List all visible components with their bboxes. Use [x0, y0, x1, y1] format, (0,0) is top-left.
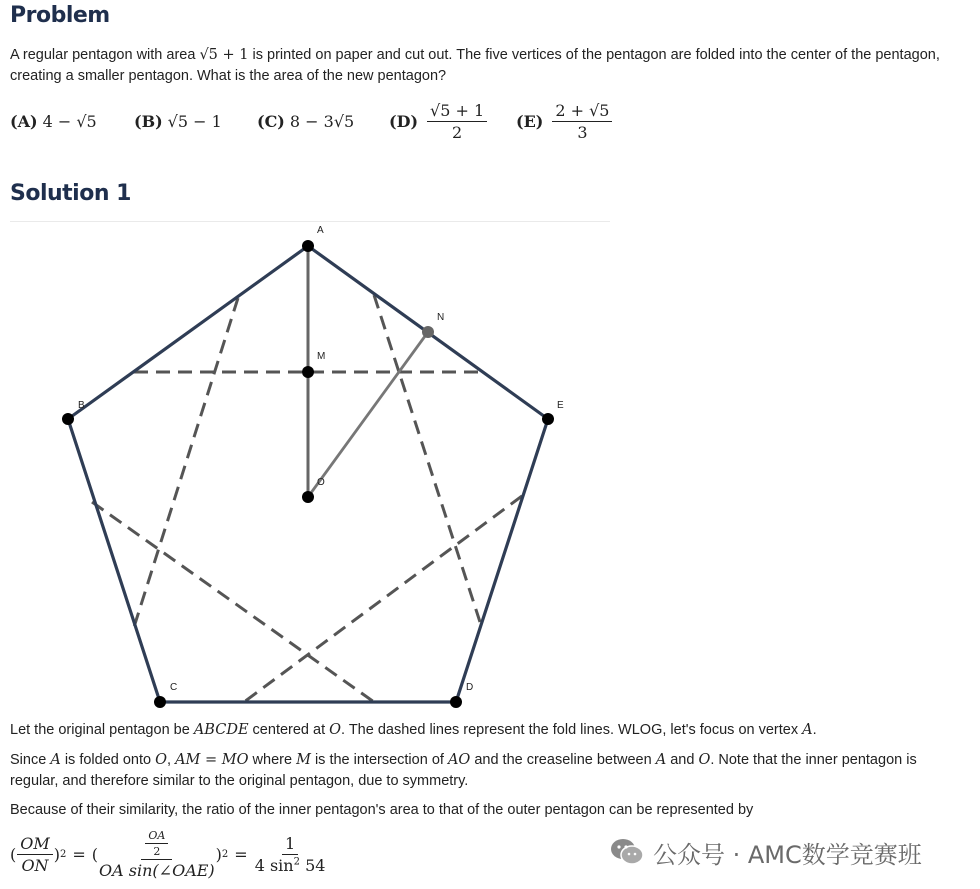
pentagon-diagram [0, 222, 620, 717]
formula-exp-2: 2 [221, 848, 229, 860]
choice-c [257, 96, 354, 146]
choice-d-denominator: 2 [451, 122, 463, 142]
choice-d-fraction [427, 101, 487, 142]
formula-om: OM [17, 834, 53, 855]
formula-eq-1: = [72, 844, 86, 864]
p1-text-c: . The dashed lines represent the fold lines. WLOG, let's focus on vertex [341, 722, 803, 738]
point-m [302, 366, 314, 378]
choice-d [389, 96, 487, 146]
answer-choices [10, 96, 710, 146]
label-b: B [78, 400, 85, 411]
area-expression: √5 + 1 [199, 47, 249, 63]
formula-on: ON [21, 855, 49, 875]
formula-two-small: 2 [153, 844, 161, 858]
formula-open-paren-2: ( [91, 844, 99, 864]
formula-eq-2: = [234, 844, 248, 864]
choice-e-denominator: 3 [577, 122, 588, 142]
wechat-icon [609, 837, 645, 867]
label-o: O [317, 477, 325, 488]
formula-sin-exp: 2 [293, 856, 300, 868]
p1-math-o: O [329, 722, 342, 738]
point-n [422, 326, 434, 338]
formula-4sin: 4 sin [254, 855, 294, 875]
problem-text-b: is printed on paper and cut out. The five vertices of the pentagon are folded into the center of the pentagon, creating a smaller pentagon. What is the area of the new pentagon? [10, 47, 940, 84]
formula-4sin54 [255, 855, 326, 875]
label-m: M [317, 351, 326, 362]
p2-text-h: . Note that the inner pentagon is regular, and therefore similar to the original pentagon, due to symmetry. [10, 752, 917, 789]
formula-close-paren: ) [53, 844, 60, 864]
p2-math-am-mo: AM = MO [175, 752, 249, 768]
p2-text-g: and [666, 752, 699, 768]
label-c: C [170, 682, 178, 693]
p2-math-o2: O [698, 752, 711, 768]
solution-paragraph-2 [10, 750, 968, 792]
choice-b-label: (B) [134, 111, 163, 131]
p2-text-a: Since [10, 752, 51, 768]
formula-frac-oa-num [141, 829, 172, 860]
p2-math-ao: AO [447, 752, 471, 768]
p2-text-c: , [167, 752, 176, 768]
formula-exp-1: 2 [60, 848, 67, 860]
fold-line-c [92, 502, 374, 702]
formula-frac-oa [99, 829, 215, 880]
formula-one: 1 [282, 834, 298, 855]
p2-math-m: M [296, 752, 311, 768]
formula-frac-oa-half [145, 829, 168, 858]
point-e [542, 413, 554, 425]
choice-b [134, 96, 222, 146]
label-d: D [466, 682, 474, 693]
problem-text [10, 45, 968, 87]
label-n: N [437, 312, 445, 323]
formula-oa-small: OA [145, 829, 168, 844]
segment-on [308, 332, 428, 497]
choice-e-fraction [552, 101, 612, 142]
choice-e-label: (E) [516, 111, 544, 131]
choice-e [516, 96, 612, 146]
formula-open-paren: ( [10, 844, 17, 864]
choice-b-value: √5 − 1 [167, 111, 222, 131]
fold-line-b [134, 298, 238, 627]
solution-heading: Solution 1 [10, 181, 131, 206]
p2-math-a: A [50, 752, 61, 768]
p1-text-b: centered at [248, 722, 330, 738]
watermark-text: 公众号 · AMC数学竞赛班 [653, 840, 922, 869]
formula-oa-sin: OA sin(∠OAE) [99, 860, 215, 880]
p2-text-e: is the intersection of [310, 752, 448, 768]
p1-math-abcde: ABCDE [193, 722, 249, 738]
p2-math-o: O [155, 752, 168, 768]
problem-heading: Problem [10, 3, 110, 28]
p1-text-a: Let the original pentagon be [10, 722, 194, 738]
p2-text-b: is folded onto [60, 752, 156, 768]
choice-d-numerator: √5 + 1 [427, 101, 487, 122]
point-d [450, 696, 462, 708]
solution-paragraph-3: Because of their similarity, the ratio of the inner pentagon's area to that of the outer pentagon can be represented by [10, 802, 754, 818]
ratio-formula [10, 828, 570, 880]
label-a: A [317, 225, 324, 236]
formula-frac-om-on [17, 834, 53, 875]
fold-line-d [244, 496, 522, 702]
p1-math-a: A [802, 722, 813, 738]
label-e: E [557, 400, 564, 411]
choice-a [10, 96, 97, 146]
choice-c-value: 8 − 3√5 [289, 111, 355, 131]
watermark [609, 834, 922, 870]
point-b [62, 413, 74, 425]
p2-text-d: where [248, 752, 297, 768]
formula-close-paren-2: ) [215, 844, 222, 864]
formula-frac-sin [255, 834, 326, 875]
point-o [302, 491, 314, 503]
p2-text-f: and the creaseline between [470, 752, 656, 768]
formula-54: 54 [299, 855, 326, 875]
point-c [154, 696, 166, 708]
p2-math-a2: A [655, 752, 667, 768]
choice-c-label: (C) [257, 111, 285, 131]
choice-d-label: (D) [389, 111, 419, 131]
choice-a-value: 4 − √5 [42, 111, 97, 131]
solution-paragraph-1 [10, 720, 968, 741]
choice-e-numerator: 2 + √5 [552, 101, 612, 122]
fold-line-e [374, 295, 480, 622]
choice-a-label: (A) [10, 111, 38, 131]
p1-text-d: . [812, 722, 817, 738]
point-a [302, 240, 314, 252]
problem-text-a: A regular pentagon with area [10, 47, 200, 63]
